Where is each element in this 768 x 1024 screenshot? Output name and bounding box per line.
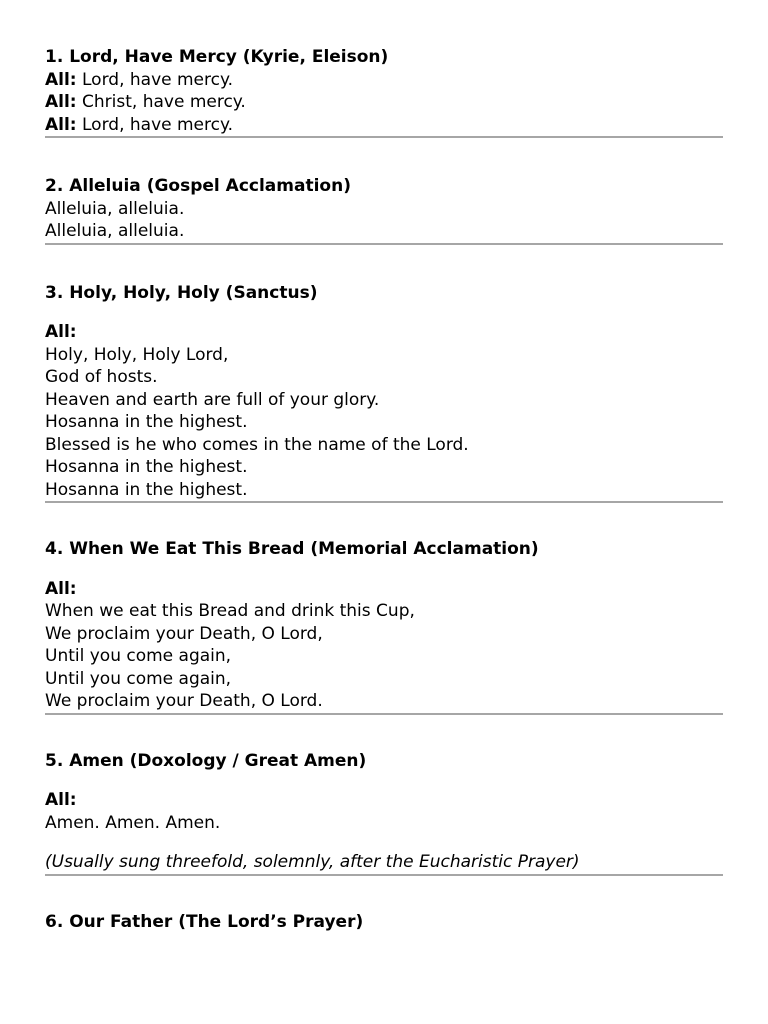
- text-line: God of hosts.: [45, 367, 158, 387]
- response-line: [45, 91, 723, 114]
- text-line: Hosanna in the highest.: [45, 412, 248, 432]
- all-label: All:: [45, 92, 77, 112]
- response-line: [45, 69, 723, 92]
- section-great-amen: [45, 750, 723, 876]
- response-text: Lord, have mercy.: [76, 114, 234, 135]
- response-line: [45, 114, 723, 137]
- section-alleluia: [45, 175, 723, 245]
- text-line: Holy, Holy, Holy Lord,: [45, 344, 229, 365]
- section-our-father: [45, 911, 723, 934]
- section-heading: 2. Alleluia (Gospel Acclamation): [45, 176, 351, 196]
- section-heading: 5. Amen (Doxology / Great Amen): [45, 750, 367, 771]
- response-text: Lord, have mercy.: [76, 69, 234, 90]
- text-line: Until you come again,: [45, 646, 232, 666]
- rubric-note: (Usually sung threefold, solemnly, after the Eucharistic Prayer): [45, 852, 580, 872]
- text-line: Hosanna in the highest.: [45, 479, 248, 500]
- text-line: Until you come again,: [45, 668, 232, 689]
- section-heading: 6. Our Father (The Lord’s Prayer): [45, 911, 364, 932]
- section-memorial-acclamation: [45, 538, 723, 715]
- text-line: We proclaim your Death, O Lord.: [45, 691, 323, 711]
- all-label: All:: [45, 69, 77, 90]
- all-label: All:: [45, 790, 77, 810]
- text-line: Alleluia, alleluia.: [45, 198, 185, 219]
- text-line: Amen. Amen. Amen.: [45, 812, 221, 833]
- text-line: Heaven and earth are full of your glory.: [45, 389, 380, 410]
- all-label: All:: [45, 322, 77, 342]
- response-text: Christ, have mercy.: [76, 92, 246, 112]
- all-label: All:: [45, 578, 77, 599]
- text-line: Hosanna in the highest.: [45, 457, 248, 477]
- text-line: Blessed is he who comes in the name of the Lord.: [45, 434, 469, 455]
- section-sanctus: [45, 282, 723, 504]
- text-line: We proclaim your Death, O Lord,: [45, 623, 323, 644]
- section-kyrie: [45, 46, 723, 138]
- text-line: Alleluia, alleluia.: [45, 221, 185, 241]
- section-heading: 1. Lord, Have Mercy (Kyrie, Eleison): [45, 47, 389, 67]
- section-heading: 4. When We Eat This Bread (Memorial Acclamation): [45, 539, 539, 559]
- section-heading: 3. Holy, Holy, Holy (Sanctus): [45, 282, 318, 303]
- all-label: All:: [45, 114, 77, 135]
- text-line: When we eat this Bread and drink this Cup,: [45, 601, 415, 621]
